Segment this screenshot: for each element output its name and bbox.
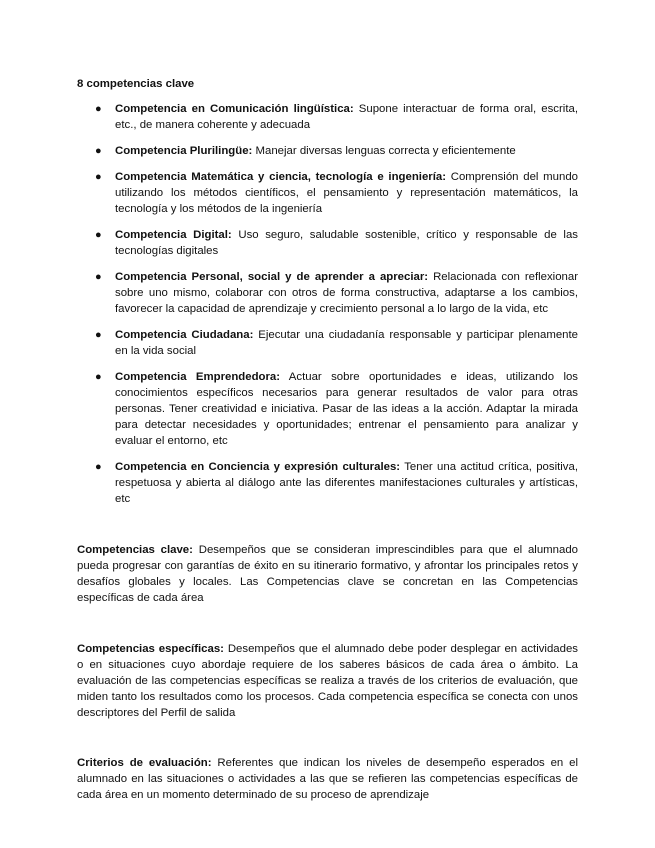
competencia-name: Competencia en Conciencia y expresión culturales: xyxy=(115,461,401,473)
bullet-icon: ● xyxy=(95,103,102,115)
competencia-name: Competencia Emprendedora: xyxy=(115,371,281,383)
definition-text: Referentes que indican los niveles de desempeño esperados en el alumnado en las situaciones o actividades a las que se refieren las competencias específicas de cada área en un momento determinado de su proceso de aprendizaje xyxy=(77,757,578,801)
list-item xyxy=(77,459,578,507)
bullet-icon: ● xyxy=(95,461,102,473)
bullet-icon: ● xyxy=(95,329,102,341)
list-item xyxy=(77,269,578,317)
bullet-icon: ● xyxy=(95,145,102,157)
list-item xyxy=(77,169,578,217)
competencia-name: Competencia Ciudadana: xyxy=(115,329,254,341)
bullet-icon: ● xyxy=(95,171,102,183)
competencia-description: Ejecutar una ciudadanía responsable y participar plenamente en la vida social xyxy=(115,329,579,357)
list-item xyxy=(77,369,578,449)
competencia-description: Relacionada con reflexionar sobre uno mismo, colaborar con otros de forma constructiva, adaptarse a los cambios, favorecer la capacidad de aprendizaje y crecimiento personal a lo largo de la vida, etc xyxy=(115,271,578,315)
competencia-name: Competencia Personal, social y de aprender a apreciar: xyxy=(115,271,429,283)
competencia-name: Competencia Matemática y ciencia, tecnología e ingeniería: xyxy=(115,171,447,183)
competencia-name: Competencia en Comunicación lingüística: xyxy=(115,103,354,115)
section-heading: 8 competencias clave xyxy=(77,78,195,90)
competencia-description: Comprensión del mundo utilizando los métodos científicos, el pensamiento y representación matemáticos, la tecnología y los métodos de la ingeniería xyxy=(115,171,578,215)
bullet-icon: ● xyxy=(95,271,102,283)
definition-text: Desempeños que el alumnado debe poder desplegar en actividades o en situaciones cuyo abordaje requiere de los saberes básicos de cada área o ámbito. La evaluación de las competencias específicas se realiza a través de los criterios de evaluación, que miden tanto los resultados como los procesos. Cada competencia específica se conecta con unos descriptores del Perfil de salida xyxy=(77,643,578,719)
list-item xyxy=(77,227,578,259)
definition-term: Competencias específicas: xyxy=(77,643,224,655)
definition-term: Competencias clave: xyxy=(77,544,193,556)
list-item xyxy=(77,327,578,359)
definition-competencias-especificas xyxy=(77,641,578,721)
bullet-icon: ● xyxy=(95,229,102,241)
competencias-list xyxy=(77,101,578,517)
definition-text: Desempeños que se consideran imprescindibles para que el alumnado pueda progresar con garantías de éxito en su itinerario formativo, y afrontar los principales retos y desafíos globales y locales. Las Competencias clave se concretan en las Competencias específicas de cada área xyxy=(77,544,578,604)
competencia-description: Manejar diversas lenguas correcta y eficientemente xyxy=(252,145,516,157)
definition-criterios-evaluacion xyxy=(77,755,578,803)
competencia-description: Actuar sobre oportunidades e ideas, utilizando los conocimientos específicos necesarios para generar resultados de valor para otras personas. Tener creatividad e iniciativa. Pasar de las ideas a la acción. Adaptar la mirada para detectar necesidades y oportunidades; entrenar el pensamiento para analizar y evaluar el entorno, etc xyxy=(115,371,578,447)
bullet-icon: ● xyxy=(95,371,102,383)
list-item xyxy=(77,101,578,133)
competencia-description: Tener una actitud crítica, positiva, respetuosa y abierta al diálogo ante las diferentes manifestaciones culturales y artísticas, etc xyxy=(115,461,578,505)
competencia-description: Uso seguro, saludable sostenible, crítico y responsable de las tecnologías digitales xyxy=(115,229,578,257)
definition-term: Criterios de evaluación: xyxy=(77,757,212,769)
competencia-name: Competencia Plurilingüe: xyxy=(115,145,253,157)
competencia-name: Competencia Digital: xyxy=(115,229,232,241)
competencia-description: Supone interactuar de forma oral, escrita, etc., de manera coherente y adecuada xyxy=(115,103,578,131)
definition-competencias-clave xyxy=(77,542,578,606)
list-item xyxy=(77,143,578,159)
